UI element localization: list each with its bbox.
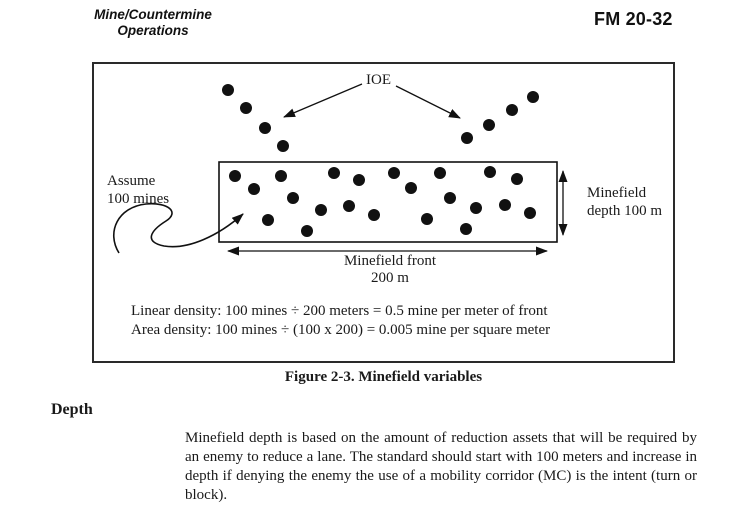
manual-number: FM 20-32 [594, 9, 673, 29]
section-heading-depth: Depth [51, 401, 93, 418]
body-paragraph: Minefield depth is based on the amount of reduction assets that will be required by an enemy to reduce a lane. The standard should start with 100 meters and increase in depth if denying the enemy the use of a mobility corridor (MC) is the intent (turn or block). [185, 430, 697, 503]
linear-density-line: Linear density: 100 mines ÷ 200 meters = 0.5 mine per meter of front [131, 303, 548, 319]
minefield-front-label-line1: Minefield front [343, 253, 437, 269]
assume-label [107, 172, 169, 208]
assume-label-line2: 100 mines [107, 191, 170, 207]
area-density-line: Area density: 100 mines ÷ (100 x 200) = 0.005 mine per square meter [131, 322, 551, 338]
minefield-depth-label [587, 184, 662, 220]
minefield-front-label-line2: 200 m [371, 270, 409, 286]
minefield-depth-label-line2: depth 100 m [587, 203, 662, 219]
minefield-depth-label-line1: Minefield [587, 185, 647, 201]
document-title [86, 7, 220, 39]
figure-caption: Figure 2-3. Minefield variables [284, 369, 483, 385]
ioe-label: IOE [366, 72, 391, 88]
assume-label-line1: Assume [107, 173, 156, 189]
density-formulas [131, 302, 550, 340]
document-title-line2: Operations [117, 23, 189, 38]
document-title-line1: Mine/Countermine [94, 7, 212, 22]
minefield-front-label [295, 253, 485, 287]
